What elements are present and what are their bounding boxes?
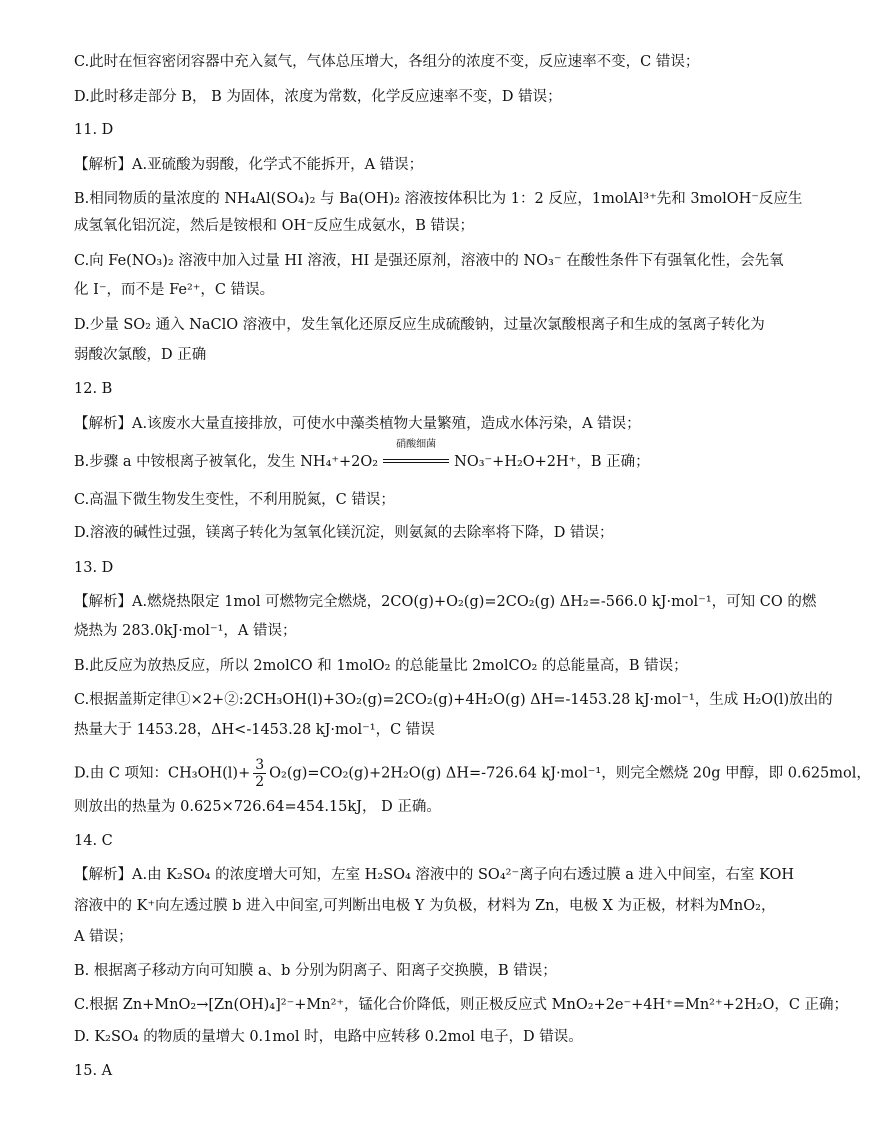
- analysis-heading: 【解析】A.亚硫酸为弱酸，化学式不能拆开，A 错误；: [74, 157, 424, 173]
- text-line: C.根据盖斯定律①×2+②:2CH₃OH(l)+3O₂(g)=2CO₂(g)+4H₂O(g) ΔH=-1453.28 kJ·mol⁻¹，生成 H₂O(l)放出的: [74, 692, 833, 708]
- formula-suffix: O₂(g)=CO₂(g)+2H₂O(g) ΔH=-726.64 kJ·mol⁻¹，则完全燃烧 20g 甲醇，即 0.625mol，: [269, 765, 871, 782]
- reaction-prefix: B.步骤 a 中铵根离子被氧化，发生 NH₄⁺+2O₂: [74, 454, 379, 470]
- fraction: [253, 757, 266, 790]
- text-line: C.高温下微生物发生变性，不利用脱氮，C 错误；: [74, 492, 395, 508]
- text-line: 则放出的热量为 0.625×726.64=454.15kJ， D 正确。: [74, 799, 441, 815]
- fraction-numerator: 3: [255, 757, 265, 773]
- question-number: 14. C: [74, 833, 113, 849]
- text-line: D.此时移走部分 B， B 为固体，浓度为常数，化学反应速率不变，D 错误；: [74, 89, 562, 105]
- text-line: D.溶液的碱性过强，镁离子转化为氢氧化镁沉淀，则氨氮的去除率将下降，D 错误；: [74, 525, 614, 541]
- text-line: 溶液中的 K⁺向左透过膜 b 进入中间室,可判断出电极 Y 为负极，材料为 Zn，电极 X 为正极，材料为MnO₂，: [74, 898, 776, 914]
- arrow-label: 硝酸细菌: [396, 439, 437, 450]
- reaction-line: [74, 439, 754, 472]
- text-line: C.根据 Zn+MnO₂→[Zn(OH)₄]²⁻+Mn²⁺，锰化合价降低，则正极反应式 MnO₂+2e⁻+4H⁺=Mn²⁺+2H₂O，C 正确；: [74, 997, 849, 1013]
- text-line: B. 根据离子移动方向可知膜 a、b 分别为阴离子、阳离子交换膜，B 错误；: [74, 963, 557, 979]
- text-line: B.相同物质的量浓度的 NH₄Al(SO₄)₂ 与 Ba(OH)₂ 溶液按体积比为 1：2 反应，1molAl³⁺先和 3molOH⁻反应生: [74, 191, 803, 207]
- text-line: 化 I⁻，而不是 Fe²⁺，C 错误。: [74, 282, 275, 298]
- text-line: C.此时在恒容密闭容器中充入氦气，气体总压增大，各组分的浓度不变，反应速率不变，C 错误；: [74, 54, 700, 70]
- text-line: C.向 Fe(NO₃)₂ 溶液中加入过量 HI 溶液，HI 是强还原剂，溶液中的 NO₃⁻ 在酸性条件下有强氧化性，会先氧: [74, 253, 784, 269]
- reaction-arrow: [381, 439, 451, 470]
- text-line: 热量大于 1453.28，ΔH<-1453.28 kJ·mol⁻¹，C 错误: [74, 722, 435, 738]
- question-number: 13. D: [74, 560, 114, 576]
- question-number: 11. D: [74, 122, 114, 138]
- question-number: 12. B: [74, 381, 113, 397]
- question-number: 15. A: [74, 1063, 113, 1079]
- reaction-suffix: NO₃⁻+H₂O+2H⁺，B 正确；: [454, 454, 650, 470]
- text-line: 烧热为 283.0kJ·mol⁻¹，A 错误；: [74, 623, 297, 639]
- text-line: A 错误；: [74, 929, 133, 945]
- text-line: D.少量 SO₂ 通入 NaClO 溶液中，发生氧化还原反应生成硫酸钠，过量次氯酸根离子和生成的氢离子转化为: [74, 317, 765, 333]
- analysis-heading: 【解析】A.由 K₂SO₄ 的浓度增大可知，左室 H₂SO₄ 溶液中的 SO₄²⁻离子向右透过膜 a 进入中间室，右室 KOH: [74, 867, 795, 883]
- formula-prefix: D.由 C 项知：CH₃OH(l)+: [74, 765, 251, 782]
- formula-line: [74, 757, 871, 790]
- text-line: B.此反应为放热反应，所以 2molCO 和 1molO₂ 的总能量比 2molCO₂ 的总能量高，B 错误；: [74, 658, 688, 674]
- text-line: D. K₂SO₄ 的物质的量增大 0.1mol 时，电路中应转移 0.2mol 电子，D 错误。: [74, 1029, 583, 1045]
- text-line: 弱酸次氯酸，D 正确: [74, 347, 207, 363]
- text-line: 成氢氧化铝沉淀，然后是铵根和 OH⁻反应生成氨水，B 错误；: [74, 218, 475, 234]
- analysis-heading: 【解析】A.燃烧热限定 1mol 可燃物完全燃烧，2CO(g)+O₂(g)=2CO₂(g) ΔH₂=-566.0 kJ·mol⁻¹，可知 CO 的燃: [74, 594, 817, 610]
- analysis-heading: 【解析】A.该废水大量直接排放，可使水中藻类植物大量繁殖，造成水体污染，A 错误；: [74, 416, 641, 432]
- fraction-denominator: 2: [255, 774, 265, 790]
